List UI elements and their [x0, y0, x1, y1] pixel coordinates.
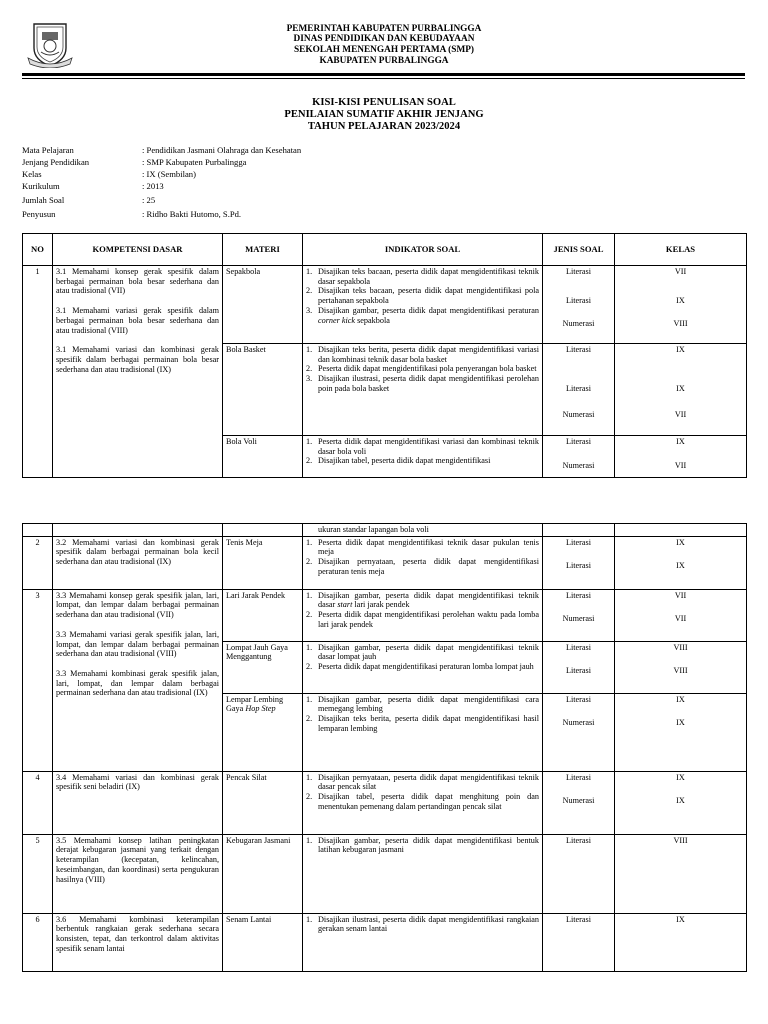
kd-text: 3.1 Memahami variasi dan kombinasi gerak spesifik dalam berbagai permainan bola besar sederhana dan atau tradisional (IX): [56, 345, 219, 374]
jenis-value: Literasi: [565, 560, 591, 570]
kelas-value: IX: [676, 914, 685, 924]
kelas-value: VII: [674, 590, 687, 600]
indikator-cell: [303, 641, 543, 693]
row-no: 3: [23, 589, 53, 771]
jenis-value: Literasi: [565, 437, 591, 446]
kd-text: 3.2 Memahami variasi dan kombinasi gerak spesifik dalam berbagai permainan bola kecil sederhana dan atau tradisional (IX): [53, 536, 223, 589]
kd-cell: [53, 589, 223, 771]
table-header-row: [23, 234, 747, 266]
jenis-value: Literasi: [565, 345, 591, 354]
meta-value: : IX (Sembilan): [142, 169, 196, 179]
indikator-item: 1. Disajikan ilustrasi, peserta didik dapat mengidentifikasi rangkaian gerakan senam lantai: [306, 914, 539, 934]
indikator-item: 3. Disajikan ilustrasi, peserta didik dapat mengidentifikasi perolehan poin pada bola basket: [306, 374, 539, 393]
indikator-item: 2. Peserta didik dapat mengidentifikasi pola penyerangan bola basket: [306, 364, 537, 374]
indikator-item: 2. Disajikan tabel, peserta didik dapat mengidentifikasi: [306, 456, 491, 466]
jenis-value: Literasi: [565, 590, 591, 600]
jenis-cell: [543, 913, 615, 971]
jenis-value: Literasi: [565, 537, 591, 547]
kelas-value: VII: [674, 461, 687, 470]
indikator-item: 1. Disajikan teks bacaan, peserta didik dapat mengidentifikasi teknik dasar sepakbola: [306, 267, 539, 286]
jenis-value: Numerasi: [562, 717, 595, 727]
kelas-value: IX: [676, 694, 685, 704]
table-row-continuation: [23, 524, 747, 537]
meta-label: Kelas: [22, 169, 42, 179]
indikator-cell: [303, 266, 543, 344]
table-row: [23, 536, 747, 589]
materi-cell: Sepakbola: [223, 266, 303, 344]
kelas-value: IX: [676, 795, 685, 805]
kelas-value: IX: [676, 384, 685, 393]
table-row: [23, 913, 747, 971]
indikator-cell: [303, 344, 543, 436]
col-header-jenis: JENIS SOAL: [543, 234, 615, 266]
indikator-item: 1. Disajikan pernyataan, peserta didik dapat mengidentifikasi teknik dasar pencak silat: [306, 772, 539, 792]
header-rule-thick: [22, 73, 745, 76]
materi-cell: Bola Voli: [223, 436, 303, 478]
jenis-value: Literasi: [565, 665, 591, 675]
kelas-cell: [615, 641, 747, 693]
indikator-item: 1. Disajikan gambar, peserta didik dapat mengidentifikasi teknik dasar lompat jauh: [306, 642, 539, 662]
indikator-item: 1. Disajikan teks berita, peserta didik dapat mengidentifikasi variasi dan kombinasi teknik dasar bola basket: [306, 345, 539, 364]
indikator-item: 3. Disajikan gambar, peserta didik dapat mengidentifikasi peraturan corner kick sepakbola: [306, 305, 539, 325]
jenis-value: Literasi: [565, 296, 591, 305]
regency-emblem-icon: [26, 20, 74, 68]
row-no: 2: [23, 536, 53, 589]
kelas-value: VII: [674, 410, 687, 419]
kd-text: 3.3 Memahami konsep gerak spesifik jalan, lari, lompat, dan lempar dalam berbagai permainan sederhana dan atau tradisional (VII): [56, 590, 219, 620]
indikator-cell: [303, 536, 543, 589]
kelas-value: IX: [676, 345, 685, 354]
kd-text: 3.4 Memahami variasi dan kombinasi gerak spesifik seni beladiri (IX): [53, 771, 223, 834]
kelas-cell: [615, 771, 747, 834]
kelas-value: VII: [674, 267, 687, 276]
kelas-cell: [615, 536, 747, 589]
kd-text: 3.1 Memahami konsep gerak spesifik dalam berbagai permainan bola besar sederhana dan atau tradisional (VII): [56, 267, 219, 296]
kelas-value: VIII: [673, 319, 688, 328]
indikator-cell: [303, 693, 543, 771]
jenis-value: Literasi: [565, 694, 591, 704]
row-no: 5: [23, 834, 53, 913]
materi-cell: Lempar Lembing Gaya Hop Step: [223, 693, 303, 771]
indikator-cell: [303, 771, 543, 834]
materi-cell: Kebugaran Jasmani: [223, 834, 303, 913]
kelas-value: IX: [676, 296, 685, 305]
jenis-cell: [543, 344, 615, 436]
kelas-value: VIII: [673, 665, 688, 675]
kd-text: 3.6 Memahami kombinasi keterampilan berbentuk rangkaian gerak sederhana secara konsisten, tepat, dan terkontrol dalam aktivitas spesifik senam lantai: [53, 913, 223, 971]
indikator-item: 1. Disajikan gambar, peserta didik dapat mengidentifikasi bentuk latihan kebugaran jasmani: [306, 835, 539, 855]
jenis-value: Literasi: [565, 642, 591, 652]
col-header-kelas: KELAS: [615, 234, 747, 266]
kelas-value: IX: [676, 717, 685, 727]
kelas-value: VIII: [673, 642, 688, 652]
kd-text: 3.5 Memahami konsep latihan peningkatan derajat kebugaran jasmani yang terkait dengan keterampilan (kecepatan, kelincahan, keseimbangan, dan koordinasi) serta pengukuran hasilnya (VIII): [53, 834, 223, 913]
kd-cell: [53, 266, 223, 478]
materi-cell: Lari Jarak Pendek: [223, 589, 303, 641]
meta-value: : 2013: [142, 181, 164, 191]
indikator-cell: [303, 834, 543, 913]
header-line-3: SEKOLAH MENENGAH PERTAMA (SMP): [293, 45, 475, 55]
doc-title-2: PENILAIAN SUMATIF AKHIR JENJANG: [284, 109, 484, 120]
jenis-value: Literasi: [565, 835, 591, 845]
jenis-value: Literasi: [565, 772, 591, 782]
jenis-cell: [543, 436, 615, 478]
indikator-item: 1. Peserta didik dapat mengidentifikasi teknik dasar pukulan tenis meja: [306, 537, 539, 557]
header-line-4: KABUPATEN PURBALINGGA: [319, 56, 449, 66]
indikator-item: 1. Peserta didik dapat mengidentifikasi variasi dan kombinasi teknik dasar bola voli: [306, 437, 539, 456]
kelas-cell: [615, 693, 747, 771]
meta-label: Jenjang Pendidikan: [22, 157, 90, 167]
jenis-value: Literasi: [565, 914, 591, 924]
indikator-cell: [303, 589, 543, 641]
col-header-kd: KOMPETENSI DASAR: [53, 234, 223, 266]
jenis-cell: [543, 641, 615, 693]
row-no: 6: [23, 913, 53, 971]
header-rule-thin: [22, 78, 745, 79]
kelas-cell: [615, 913, 747, 971]
table-row: [23, 266, 747, 344]
kisi-table-part1: [22, 233, 747, 478]
meta-label: Penyusun: [22, 209, 56, 219]
col-header-no: NO: [23, 234, 53, 266]
meta-label: Mata Pelajaran: [22, 145, 74, 155]
table-row: [23, 834, 747, 913]
jenis-value: Literasi: [565, 384, 591, 393]
doc-title-3: TAHUN PELAJARAN 2023/2024: [307, 121, 461, 132]
indikator-item: 2. Peserta didik dapat mengidentifikasi peraturan lomba lompat jauh: [306, 662, 534, 672]
jenis-cell: [543, 771, 615, 834]
meta-label: Kurikulum: [22, 181, 60, 191]
table-row: [23, 771, 747, 834]
kelas-cell: [615, 834, 747, 913]
row-no: 4: [23, 771, 53, 834]
jenis-value: Numerasi: [562, 613, 595, 623]
jenis-value: Numerasi: [562, 319, 595, 328]
col-header-indikator: INDIKATOR SOAL: [303, 234, 543, 266]
materi-cell: Pencak Silat: [223, 771, 303, 834]
indikator-item: 1. Disajikan gambar, peserta didik dapat mengidentifikasi teknik dasar start lari jarak pendek: [306, 590, 539, 610]
kelas-value: IX: [676, 537, 685, 547]
kelas-value: VII: [674, 613, 687, 623]
kisi-table-part2: [22, 523, 747, 972]
jenis-cell: [543, 589, 615, 641]
jenis-value: Literasi: [565, 267, 591, 276]
materi-cell: Senam Lantai: [223, 913, 303, 971]
table-row: [23, 589, 747, 641]
materi-cell: Tenis Meja: [223, 536, 303, 589]
jenis-value: Numerasi: [562, 795, 595, 805]
indikator-item: 1. Disajikan gambar, peserta didik dapat mengidentifikasi cara memegang lembing: [306, 694, 539, 714]
meta-value: : Pendidikan Jasmani Olahraga dan Kesehatan: [142, 145, 302, 155]
indikator-cell: [303, 913, 543, 971]
materi-cell: Bola Basket: [223, 344, 303, 436]
materi-cell: Lompat Jauh Gaya Menggantung: [223, 641, 303, 693]
jenis-cell: [543, 536, 615, 589]
indikator-continuation: ukuran standar lapangan bola voli: [303, 524, 543, 537]
meta-value: : SMP Kabupaten Purbalingga: [142, 157, 247, 167]
header-line-2: DINAS PENDIDIKAN DAN KEBUDAYAAN: [293, 34, 475, 44]
jenis-cell: [543, 834, 615, 913]
col-header-materi: MATERI: [223, 234, 303, 266]
kd-text: 3.1 Memahami variasi gerak spesifik dalam berbagai permainan bola besar sederhana dan atau tradisional (VIII): [56, 306, 219, 335]
kelas-value: IX: [676, 437, 685, 446]
kelas-value: IX: [676, 560, 685, 570]
meta-value: : 25: [142, 195, 156, 205]
doc-title-1: KISI-KISI PENULISAN SOAL: [312, 97, 456, 108]
indikator-item: 2. Disajikan pernyataan, peserta didik dapat mengidentifikasi peraturan tenis meja: [306, 557, 539, 576]
letterhead: [0, 0, 768, 80]
jenis-cell: [543, 266, 615, 344]
kelas-value: VIII: [673, 835, 688, 845]
jenis-value: Numerasi: [562, 410, 595, 419]
kelas-cell: [615, 589, 747, 641]
meta-label: Jumlah Soal: [22, 195, 65, 205]
jenis-value: Numerasi: [562, 461, 595, 470]
indikator-item: 2. Disajikan teks berita, peserta didik dapat mengidentifikasi hasil lemparan lembing: [306, 714, 539, 733]
row-no: 1: [23, 266, 53, 478]
kelas-cell: [615, 436, 747, 478]
indikator-item: 2. Peserta didik dapat mengidentifikasi perolehan waktu pada lomba lari jarak pendek: [306, 610, 539, 629]
meta-value: : Ridho Bakti Hutomo, S.Pd.: [142, 209, 242, 219]
kelas-value: IX: [676, 772, 685, 782]
indikator-cell: [303, 436, 543, 478]
jenis-cell: [543, 693, 615, 771]
kd-text: 3.3 Memahami variasi gerak spesifik jalan, lari, lompat, dan lempar dalam berbagai permainan sederhana dan atau tradisional (VIII): [56, 629, 219, 659]
indikator-item: 2. Disajikan teks bacaan, peserta didik dapat mengidentifikasi pola pertahanan sepakbola: [306, 286, 539, 306]
kelas-cell: [615, 344, 747, 436]
kelas-cell: [615, 266, 747, 344]
header-line-1: PEMERINTAH KABUPATEN PURBALINGGA: [286, 24, 482, 34]
kd-text: 3.3 Memahami kombinasi gerak spesifik jalan, lari, lompat, dan lempar dalam berbagai permainan sederhana dan atau tradisional (IX): [56, 668, 219, 698]
indikator-item: 2. Disajikan tabel, peserta didik dapat menghitung poin dan menentukan pemenang dalam pertandingan pencak silat: [306, 792, 539, 811]
